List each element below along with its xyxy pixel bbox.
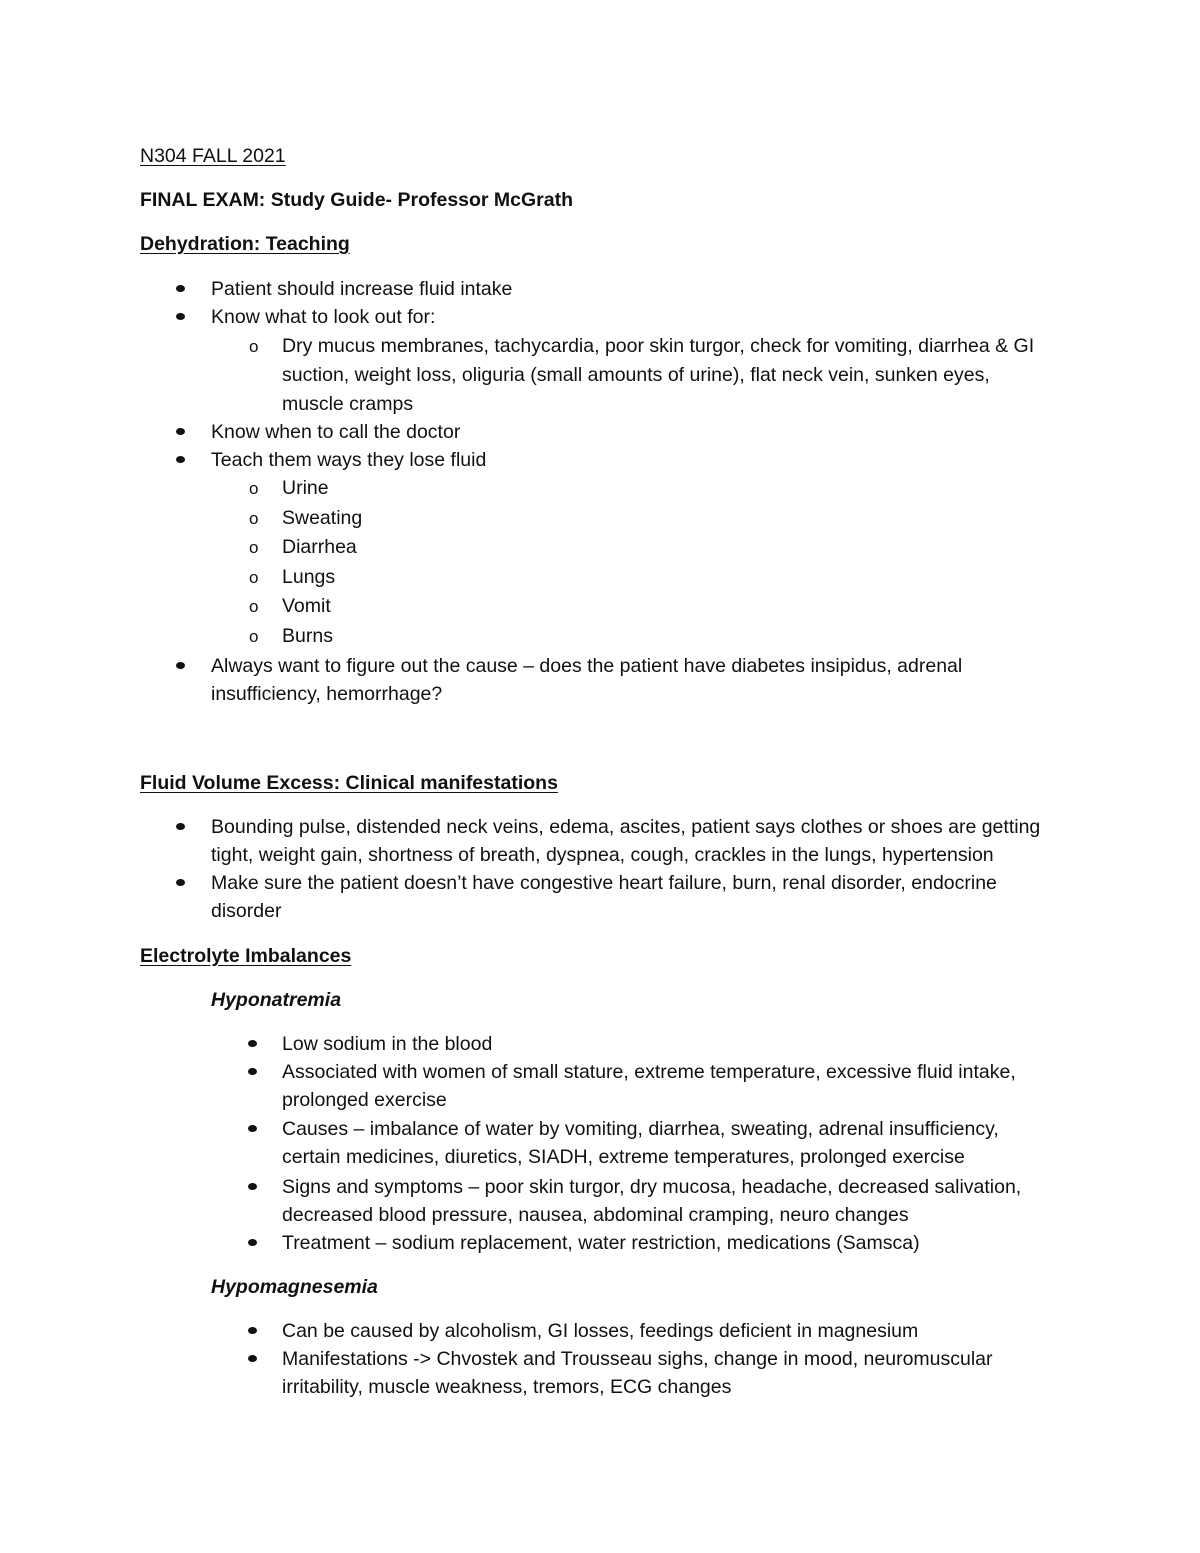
list-item: Always want to figure out the cause – does the patient have diabetes insipidus, adrenal: [211, 655, 963, 677]
hollow-bullet-icon: o: [249, 509, 259, 528]
subheading-hyponatremia: Hyponatremia: [211, 989, 342, 1011]
bullet-icon: [248, 1068, 257, 1075]
bullet-icon: [176, 285, 185, 292]
bullet-icon: [176, 823, 185, 830]
list-item: Manifestations -> Chvostek and Trousseau sighs, change in mood, neuromuscular: [282, 1348, 993, 1370]
bullet-icon: [248, 1125, 257, 1132]
list-item: Associated with women of small stature, extreme temperature, excessive fluid intake,: [282, 1061, 1016, 1083]
bullet-icon: [176, 313, 185, 320]
subheading-hypomagnesemia: Hypomagnesemia: [211, 1276, 378, 1298]
list-item-cont: prolonged exercise: [282, 1089, 447, 1111]
sub-list-item: Urine: [282, 477, 329, 499]
list-item-cont: certain medicines, diuretics, SIADH, extreme temperatures, prolonged exercise: [282, 1146, 965, 1168]
document-title: FINAL EXAM: Study Guide- Professor McGrath: [140, 189, 574, 211]
list-item: Signs and symptoms – poor skin turgor, dry mucosa, headache, decreased salivation,: [282, 1176, 1022, 1198]
bullet-icon: [248, 1355, 257, 1362]
bullet-icon: [248, 1239, 257, 1246]
hollow-bullet-icon: o: [249, 538, 259, 557]
list-item: Treatment – sodium replacement, water restriction, medications (Samsca): [282, 1232, 920, 1254]
bullet-icon: [176, 428, 185, 435]
hollow-bullet-icon: o: [249, 479, 259, 498]
hollow-bullet-icon: o: [249, 597, 259, 616]
list-item: Know when to call the doctor: [211, 421, 461, 443]
section-heading-fluid-volume-excess: Fluid Volume Excess: Clinical manifestations: [140, 772, 558, 794]
section-heading-electrolyte-imbalances: Electrolyte Imbalances: [140, 945, 352, 967]
hollow-bullet-icon: o: [249, 568, 259, 587]
bullet-icon: [248, 1183, 257, 1190]
sub-list-item-cont: muscle cramps: [282, 393, 414, 415]
sub-list-item: Burns: [282, 625, 333, 647]
sub-list-item: Sweating: [282, 507, 363, 529]
bullet-icon: [248, 1040, 257, 1047]
list-item-cont: disorder: [211, 900, 282, 922]
bullet-icon: [248, 1327, 257, 1334]
sub-list-item: Dry mucus membranes, tachycardia, poor skin turgor, check for vomiting, diarrhea & GI: [282, 335, 1035, 357]
sub-list-item: Diarrhea: [282, 536, 357, 558]
list-item-cont: insufficiency, hemorrhage?: [211, 683, 443, 705]
list-item: Teach them ways they lose fluid: [211, 449, 487, 471]
list-item: Causes – imbalance of water by vomiting, diarrhea, sweating, adrenal insufficiency,: [282, 1118, 999, 1140]
bullet-icon: [176, 456, 185, 463]
list-item: Patient should increase fluid intake: [211, 278, 513, 300]
list-item: Low sodium in the blood: [282, 1033, 493, 1055]
bullet-icon: [176, 662, 185, 669]
list-item: Know what to look out for:: [211, 306, 436, 328]
list-item-cont: tight, weight gain, shortness of breath, dyspnea, cough, crackles in the lungs, hypertension: [211, 844, 994, 866]
course-header: N304 FALL 2021: [140, 145, 286, 167]
list-item: Make sure the patient doesn’t have congestive heart failure, burn, renal disorder, endocrine: [211, 872, 997, 894]
hollow-bullet-icon: o: [249, 627, 259, 646]
list-item: Bounding pulse, distended neck veins, edema, ascites, patient says clothes or shoes are getting: [211, 816, 1041, 838]
bullet-icon: [176, 879, 185, 886]
sub-list-item-cont: suction, weight loss, oliguria (small amounts of urine), flat neck vein, sunken eyes,: [282, 364, 990, 386]
sub-list-item: Lungs: [282, 566, 336, 588]
list-item-cont: irritability, muscle weakness, tremors, ECG changes: [282, 1376, 732, 1398]
sub-list-item: Vomit: [282, 595, 331, 617]
section-heading-dehydration: Dehydration: Teaching: [140, 233, 350, 255]
hollow-bullet-icon: o: [249, 337, 259, 356]
list-item-cont: decreased blood pressure, nausea, abdominal cramping, neuro changes: [282, 1204, 909, 1226]
list-item: Can be caused by alcoholism, GI losses, feedings deficient in magnesium: [282, 1320, 919, 1342]
